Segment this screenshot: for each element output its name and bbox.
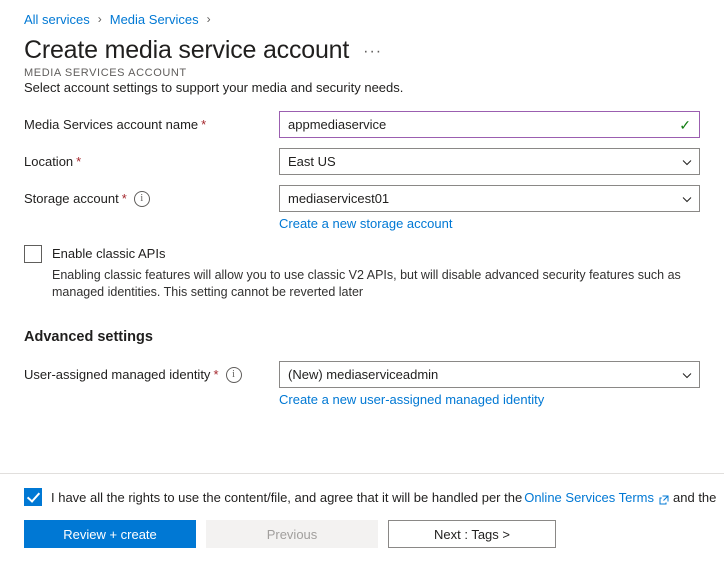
previous-button: Previous: [206, 520, 378, 548]
agreement-checkbox[interactable]: [24, 488, 42, 506]
classic-apis-helper-text: Enabling classic features will allow you to use classic V2 APIs, but will disable advanced security features such as managed identities. This setting cannot be reverted later: [52, 268, 681, 299]
footer-bar: [0, 473, 724, 562]
managed-identity-select[interactable]: (New) mediaserviceadmin: [279, 361, 700, 388]
account-name-input[interactable]: [279, 111, 700, 138]
field-location: [279, 148, 700, 175]
agreement-text-before: I have all the rights to use the content/file, and agree that it will be handled per the: [51, 489, 523, 505]
enable-classic-apis-checkbox[interactable]: [24, 245, 42, 263]
field-row-storage-account: [24, 185, 700, 231]
required-asterisk: *: [121, 191, 127, 206]
online-services-terms-link[interactable]: Online Services Terms: [524, 489, 655, 505]
info-icon[interactable]: i: [134, 191, 150, 207]
page-subtitle: MEDIA SERVICES ACCOUNT: [24, 67, 187, 79]
title-row: [0, 30, 724, 65]
label-account-name: Media Services account name *: [24, 117, 207, 132]
breadcrumb-separator-icon: ›: [97, 12, 102, 26]
breadcrumb-separator-icon-2: ›: [206, 12, 211, 26]
advanced-settings-heading: Advanced settings: [24, 329, 153, 345]
storage-account-select[interactable]: mediaservicest01: [279, 185, 700, 212]
sublink-storage: [279, 216, 700, 231]
next-tags-button[interactable]: Next : Tags >: [388, 520, 556, 548]
review-create-button[interactable]: Review + create: [24, 520, 196, 548]
scrolled-text-line: Select account settings to support your media and security needs.: [24, 80, 404, 95]
scrolled-text-clipped: [0, 79, 724, 101]
field-storage-account: [279, 185, 700, 231]
classic-apis-row: [24, 245, 700, 263]
label-storage-account: Storage account * i: [24, 185, 279, 212]
create-form: [0, 101, 724, 407]
label-location: Location *: [24, 154, 82, 169]
external-link-icon: [659, 493, 669, 503]
agreement-row: [0, 474, 724, 506]
more-options-icon[interactable]: ···: [363, 43, 383, 60]
page-title: Create media service account: [24, 36, 350, 64]
create-new-storage-account-link[interactable]: Create a new storage account: [279, 216, 453, 231]
enable-classic-apis-label: Enable classic APIs: [52, 246, 166, 261]
required-asterisk: *: [76, 154, 82, 169]
field-account-name: [279, 111, 700, 138]
footer-buttons: [0, 506, 724, 548]
breadcrumb-item-media-services[interactable]: Media Services: [109, 11, 199, 27]
breadcrumb: [0, 0, 724, 30]
required-asterisk: *: [213, 367, 219, 382]
info-icon[interactable]: i: [226, 367, 242, 383]
location-select[interactable]: East US: [279, 148, 700, 175]
agreement-text-after: and the: [673, 489, 717, 505]
create-new-managed-identity-link[interactable]: Create a new user-assigned managed identity: [279, 392, 545, 407]
field-row-managed-identity: [24, 361, 700, 407]
field-row-account-name: [24, 111, 700, 138]
sublink-managed-identity: [279, 392, 700, 407]
valid-check-icon: ✓: [679, 116, 691, 133]
breadcrumb-item-all-services[interactable]: All services: [24, 11, 90, 27]
field-managed-identity: [279, 361, 700, 407]
field-row-location: [24, 148, 700, 175]
label-managed-identity: User-assigned managed identity * i: [24, 361, 279, 388]
required-asterisk: *: [201, 117, 207, 132]
